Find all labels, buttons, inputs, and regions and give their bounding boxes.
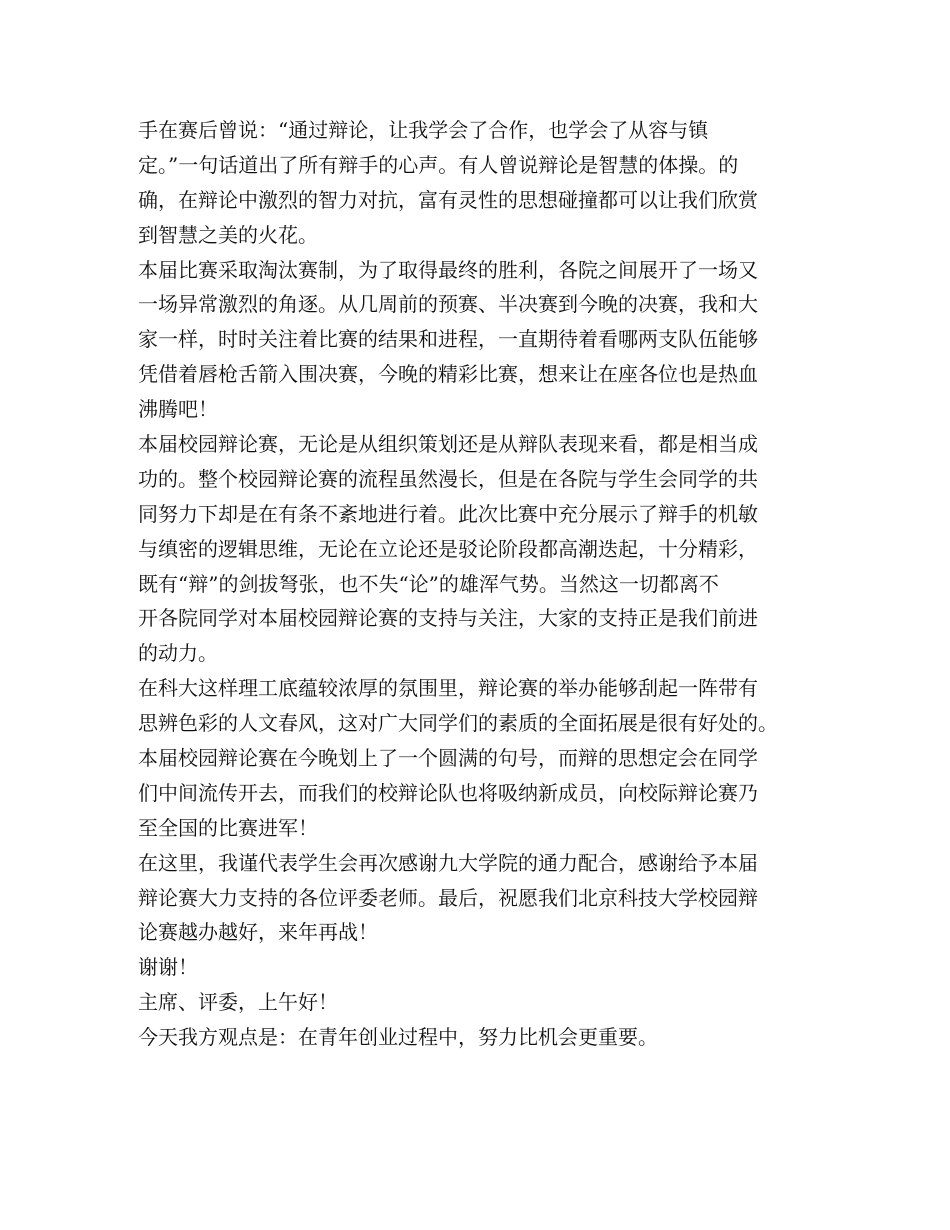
text-line: 同努力下却是在有条不紊地进行着。此次比赛中充分展示了辩手的机敏 xyxy=(138,501,758,526)
text-line: 凭借着唇枪舌箭入围决赛，今晚的精彩比赛，想来让在座各位也是热血 xyxy=(138,362,758,387)
text-line: 在科大这样理工底蕴较浓厚的氛围里，辩论赛的举办能够刮起一阵带有 xyxy=(138,676,758,701)
text-line: 在这里，我谨代表学生会再次感谢九大学院的通力配合，感谢给予本届 xyxy=(138,850,758,875)
text-line: 本届校园辩论赛在今晚划上了一个圆满的句号，而辩的思想定会在同学 xyxy=(138,746,758,771)
text-line: 论赛越办越好，来年再战！ xyxy=(138,920,378,945)
text-line: 们中间流传开去，而我们的校辩论队也将吸纳新成员，向校际辩论赛乃 xyxy=(138,780,758,805)
text-line: 与缜密的逻辑思维，无论在立论还是驳论阶段都高潮迭起，十分精彩， xyxy=(138,536,758,561)
text-line: 手在赛后曾说：“通过辩论，让我学会了合作，也学会了从容与镇 xyxy=(138,118,709,142)
text-line: 本届比赛采取淘汰赛制，为了取得最终的胜利，各院之间展开了一场又 xyxy=(138,257,758,282)
text-line: 确，在辩论中激烈的智力对抗，富有灵性的思想碰撞都可以让我们欣赏 xyxy=(138,187,758,212)
text-line: 到智慧之美的火花。 xyxy=(138,222,318,247)
text-line: 沸腾吧！ xyxy=(138,397,218,422)
text-line: 思辨色彩的人文春风，这对广大同学们的素质的全面拓展是很有好处的。 xyxy=(138,711,778,736)
text-line: 家一样，时时关注着比赛的结果和进程，一直期待着看哪两支队伍能够 xyxy=(138,327,758,352)
text-line: 一场异常激烈的角逐。从几周前的预赛、半决赛到今晚的决赛，我和大 xyxy=(138,292,758,317)
text-line: 既有“辩”的剑拔弩张，也不失“论”的雄浑气势。当然这一切都离不 xyxy=(138,571,719,596)
text-line: 本届校园辩论赛，无论是从组织策划还是从辩队表现来看，都是相当成 xyxy=(138,432,758,457)
text-line: 定。”一句话道出了所有辩手的心声。有人曾说辩论是智慧的体操。的 xyxy=(138,152,739,177)
text-line: 的动力。 xyxy=(138,641,218,666)
text-line: 谢谢！ xyxy=(138,955,198,980)
text-line: 辩论赛大力支持的各位评委老师。最后，祝愿我们北京科技大学校园辩 xyxy=(138,885,758,910)
text-line: 开各院同学对本届校园辩论赛的支持与关注，大家的支持正是我们前进 xyxy=(138,606,758,631)
text-line: 功的。整个校园辩论赛的流程虽然漫长，但是在各院与学生会同学的共 xyxy=(138,466,758,491)
text-line: 至全国的比赛进军！ xyxy=(138,815,318,840)
text-line: 主席、评委，上午好！ xyxy=(138,990,338,1015)
text-line: 今天我方观点是：在青年创业过程中，努力比机会更重要。 xyxy=(138,1025,658,1050)
document-body xyxy=(138,113,818,1055)
